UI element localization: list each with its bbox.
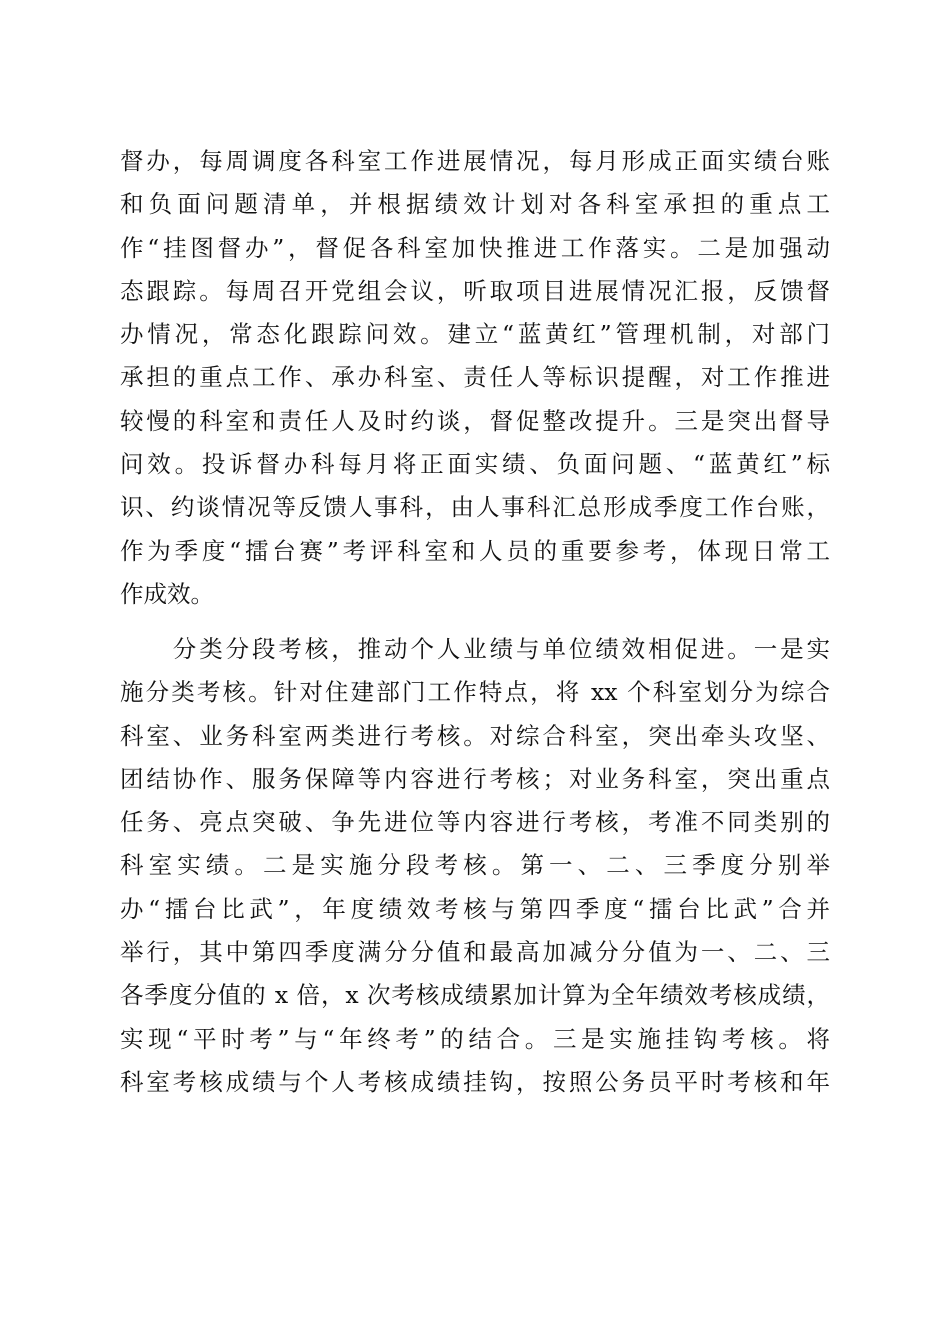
- text-line: 办情况，常态化跟踪问效。建立“蓝黄红”管理机制，对部门: [120, 320, 830, 349]
- text-line: 各季度分值的 x 倍，x 次考核成绩累加计算为全年绩效考核成绩，: [120, 981, 830, 1010]
- text-line: 举行，其中第四季度满分分值和最高加减分分值为一、二、三: [120, 938, 830, 967]
- text-line: 作成效。: [120, 579, 214, 608]
- text-line: 科室、业务科室两类进行考核。对综合科室，突出牵头攻坚、: [120, 721, 830, 750]
- text-line: 承担的重点工作、承办科室、责任人等标识提醒，对工作推进: [120, 363, 830, 392]
- paragraph-supervision: [120, 140, 830, 616]
- text-line: 施分类考核。针对住建部门工作特点，将 xx 个科室划分为综合: [120, 678, 830, 707]
- text-line: 和负面问题清单，并根据绩效计划对各科室承担的重点工: [120, 190, 830, 219]
- text-line: 问效。投诉督办科每月将正面实绩、负面问题、“蓝黄红”标: [120, 450, 830, 479]
- text-line: 任务、亮点突破、争先进位等内容进行考核，考准不同类别的: [120, 808, 830, 837]
- text-line: 作为季度“擂台赛”考评科室和人员的重要参考，体现日常工: [120, 536, 830, 565]
- paragraph-assessment: [120, 628, 830, 1104]
- text-line: 科室实绩。二是实施分段考核。第一、二、三季度分别举: [120, 851, 830, 880]
- text-line: 实现“平时考”与“年终考”的结合。三是实施挂钩考核。将: [120, 1024, 830, 1053]
- text-line: 团结协作、服务保障等内容进行考核；对业务科室，突出重点: [120, 764, 830, 793]
- text-line: 作“挂图督办”，督促各科室加快推进工作落实。二是加强动: [120, 233, 830, 262]
- text-line: 较慢的科室和责任人及时约谈，督促整改提升。三是突出督导: [120, 406, 830, 435]
- text-line: 科室考核成绩与个人考核成绩挂钩，按照公务员平时考核和年: [120, 1067, 830, 1096]
- text-line: 态跟踪。每周召开党组会议，听取项目进展情况汇报，反馈督: [120, 276, 830, 305]
- text-line: 分类分段考核，推动个人业绩与单位绩效相促进。一是实: [120, 635, 830, 663]
- text-line: 办“擂台比武”，年度绩效考核与第四季度“擂台比武”合并: [120, 894, 830, 923]
- text-line: 督办，每周调度各科室工作进展情况，每月形成正面实绩台账: [120, 147, 830, 175]
- text-line: 识、约谈情况等反馈人事科，由人事科汇总形成季度工作台账，: [120, 493, 830, 522]
